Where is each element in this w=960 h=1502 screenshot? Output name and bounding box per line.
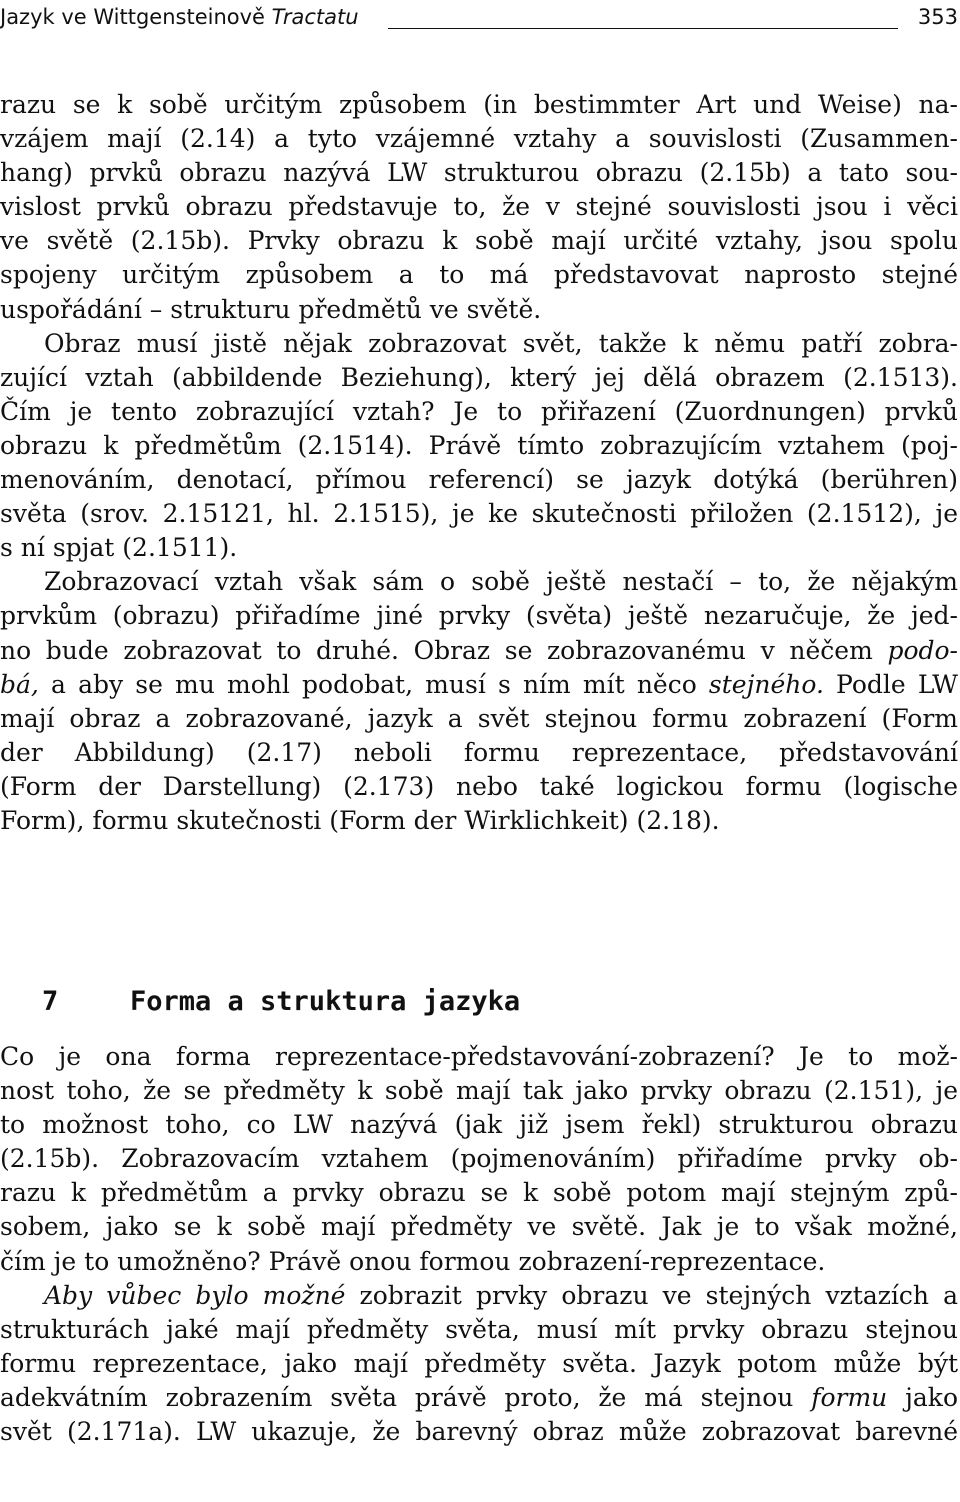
text-line: [0, 668, 958, 702]
text-run: a aby se mu mohl podobat, musí s ním mít něco: [38, 669, 709, 699]
text-line: svět (2.171a). LW ukazuje, že barevný obraz může zobrazovat barevné: [0, 1417, 958, 1447]
text-run: jako: [887, 1382, 958, 1412]
text-line: vzájem mají (2.14) a tyto vzájemné vztahy a souvislosti (Zusammen-: [0, 124, 958, 154]
text-line: formu reprezentace, jako mají předměty světa. Jazyk potom může být: [0, 1348, 958, 1378]
text-line: [0, 1279, 958, 1313]
text-line: razu k předmětům a prvky obrazu se k sobě potom mají stejným způ-: [0, 1178, 958, 1208]
running-head-title-italic: Tractatu: [271, 5, 359, 29]
text-line: Zobrazovací vztah však sám o sobě ještě nestačí – to, že nějakým: [44, 567, 958, 597]
text-line: obrazu k předmětům (2.1514). Právě tímto zobrazujícím vztahem (poj-: [0, 430, 958, 460]
text-line: der Abbildung) (2.17) neboli formu reprezentace, představování: [0, 737, 958, 767]
text-line: Co je ona forma reprezentace-představování-zobrazení? Je to mož-: [0, 1042, 958, 1071]
section-number: 7: [42, 986, 59, 1017]
text-line: prvkům (obrazu) přiřadíme jiné prvky (světa) ještě nezaručuje, že jed-: [0, 601, 958, 631]
body-text-block-b: [0, 1040, 958, 1449]
section-heading: [0, 980, 958, 1024]
text-line: to možnost toho, co LW nazývá (jak již jsem řekl) strukturou obrazu: [0, 1110, 958, 1140]
text-line: [0, 1381, 958, 1415]
text-line: nost toho, že se předměty k sobě mají tak jako prvky obrazu (2.151), je: [0, 1076, 958, 1106]
text-line: menováním, denotací, přímou referencí) se jazyk dotýká (berühren): [0, 465, 958, 495]
text-line: (2.15b). Zobrazovacím vztahem (pojmenováním) přiřadíme prvky ob-: [0, 1144, 958, 1174]
text-line: mají obraz a zobrazované, jazyk a svět stejnou formu zobrazení (Form: [0, 703, 958, 733]
text-line: [0, 634, 958, 668]
body-text-block-a: [0, 88, 958, 838]
text-run: Podle LW: [823, 669, 958, 699]
text-line: čím je to umožněno? Právě onou formou zobrazení-reprezentace.: [0, 1246, 826, 1276]
running-head-title: [0, 0, 359, 34]
section-title: Forma a struktura jazyka: [130, 986, 521, 1017]
text-run-italic: podo-: [887, 635, 958, 665]
text-run-italic: Aby vůbec bylo možné: [44, 1280, 346, 1310]
text-line: ve světě (2.15b). Prvky obrazu k sobě mají určité vztahy, jsou spolu: [0, 226, 958, 256]
text-line: světa (srov. 2.15121, hl. 2.1515), je ke skutečnosti přiložen (2.1512), je: [0, 499, 958, 529]
running-head: [0, 0, 960, 34]
text-line: uspořádání – strukturu předmětů ve světě.: [0, 294, 542, 324]
text-run: adekvátním zobrazením světa právě proto, že má stejnou: [0, 1382, 812, 1412]
text-line: vislost prvků obrazu představuje to, že v stejné souvislosti jsou i věci: [0, 192, 958, 222]
text-line: strukturách jaké mají předměty světa, musí mít prvky obrazu stejnou: [0, 1314, 958, 1344]
text-run-italic: stejného.: [708, 669, 824, 699]
text-run-italic: bá,: [0, 669, 39, 699]
text-line: spojeny určitým způsobem a to má představovat naprosto stejné: [0, 260, 958, 290]
text-line: s ní spjat (2.1511).: [0, 533, 238, 563]
text-line: Čím je tento zobrazující vztah? Je to přiřazení (Zuordnungen) prvků: [0, 396, 958, 426]
text-run: zobrazit prvky obrazu ve stejných vztazích a: [345, 1280, 958, 1310]
text-line: Obraz musí jistě nějak zobrazovat svět, takže k němu patří zobra-: [44, 328, 958, 358]
running-head-rule: [388, 28, 898, 29]
text-run: no bude zobrazovat to druhé. Obraz se zobrazovanému v něčem: [0, 635, 888, 665]
running-head-title-text: Jazyk ve Wittgensteinově: [0, 5, 272, 29]
text-line: razu se k sobě určitým způsobem (in bestimmter Art und Weise) na-: [0, 90, 958, 119]
page-number: 353: [917, 5, 958, 29]
text-line: zující vztah (abbildende Beziehung), který jej dělá obrazem (2.1513).: [0, 362, 958, 392]
text-line: (Form der Darstellung) (2.173) nebo také logickou formu (logische: [0, 771, 958, 801]
text-line: sobem, jako se k sobě mají předměty ve světě. Jak je to však možné,: [0, 1212, 958, 1242]
text-line: hang) prvků obrazu nazývá LW strukturou obrazu (2.15b) a tato sou-: [0, 158, 958, 188]
text-line: Form), formu skutečnosti (Form der Wirklichkeit) (2.18).: [0, 805, 720, 835]
text-run-italic: formu: [811, 1382, 888, 1412]
